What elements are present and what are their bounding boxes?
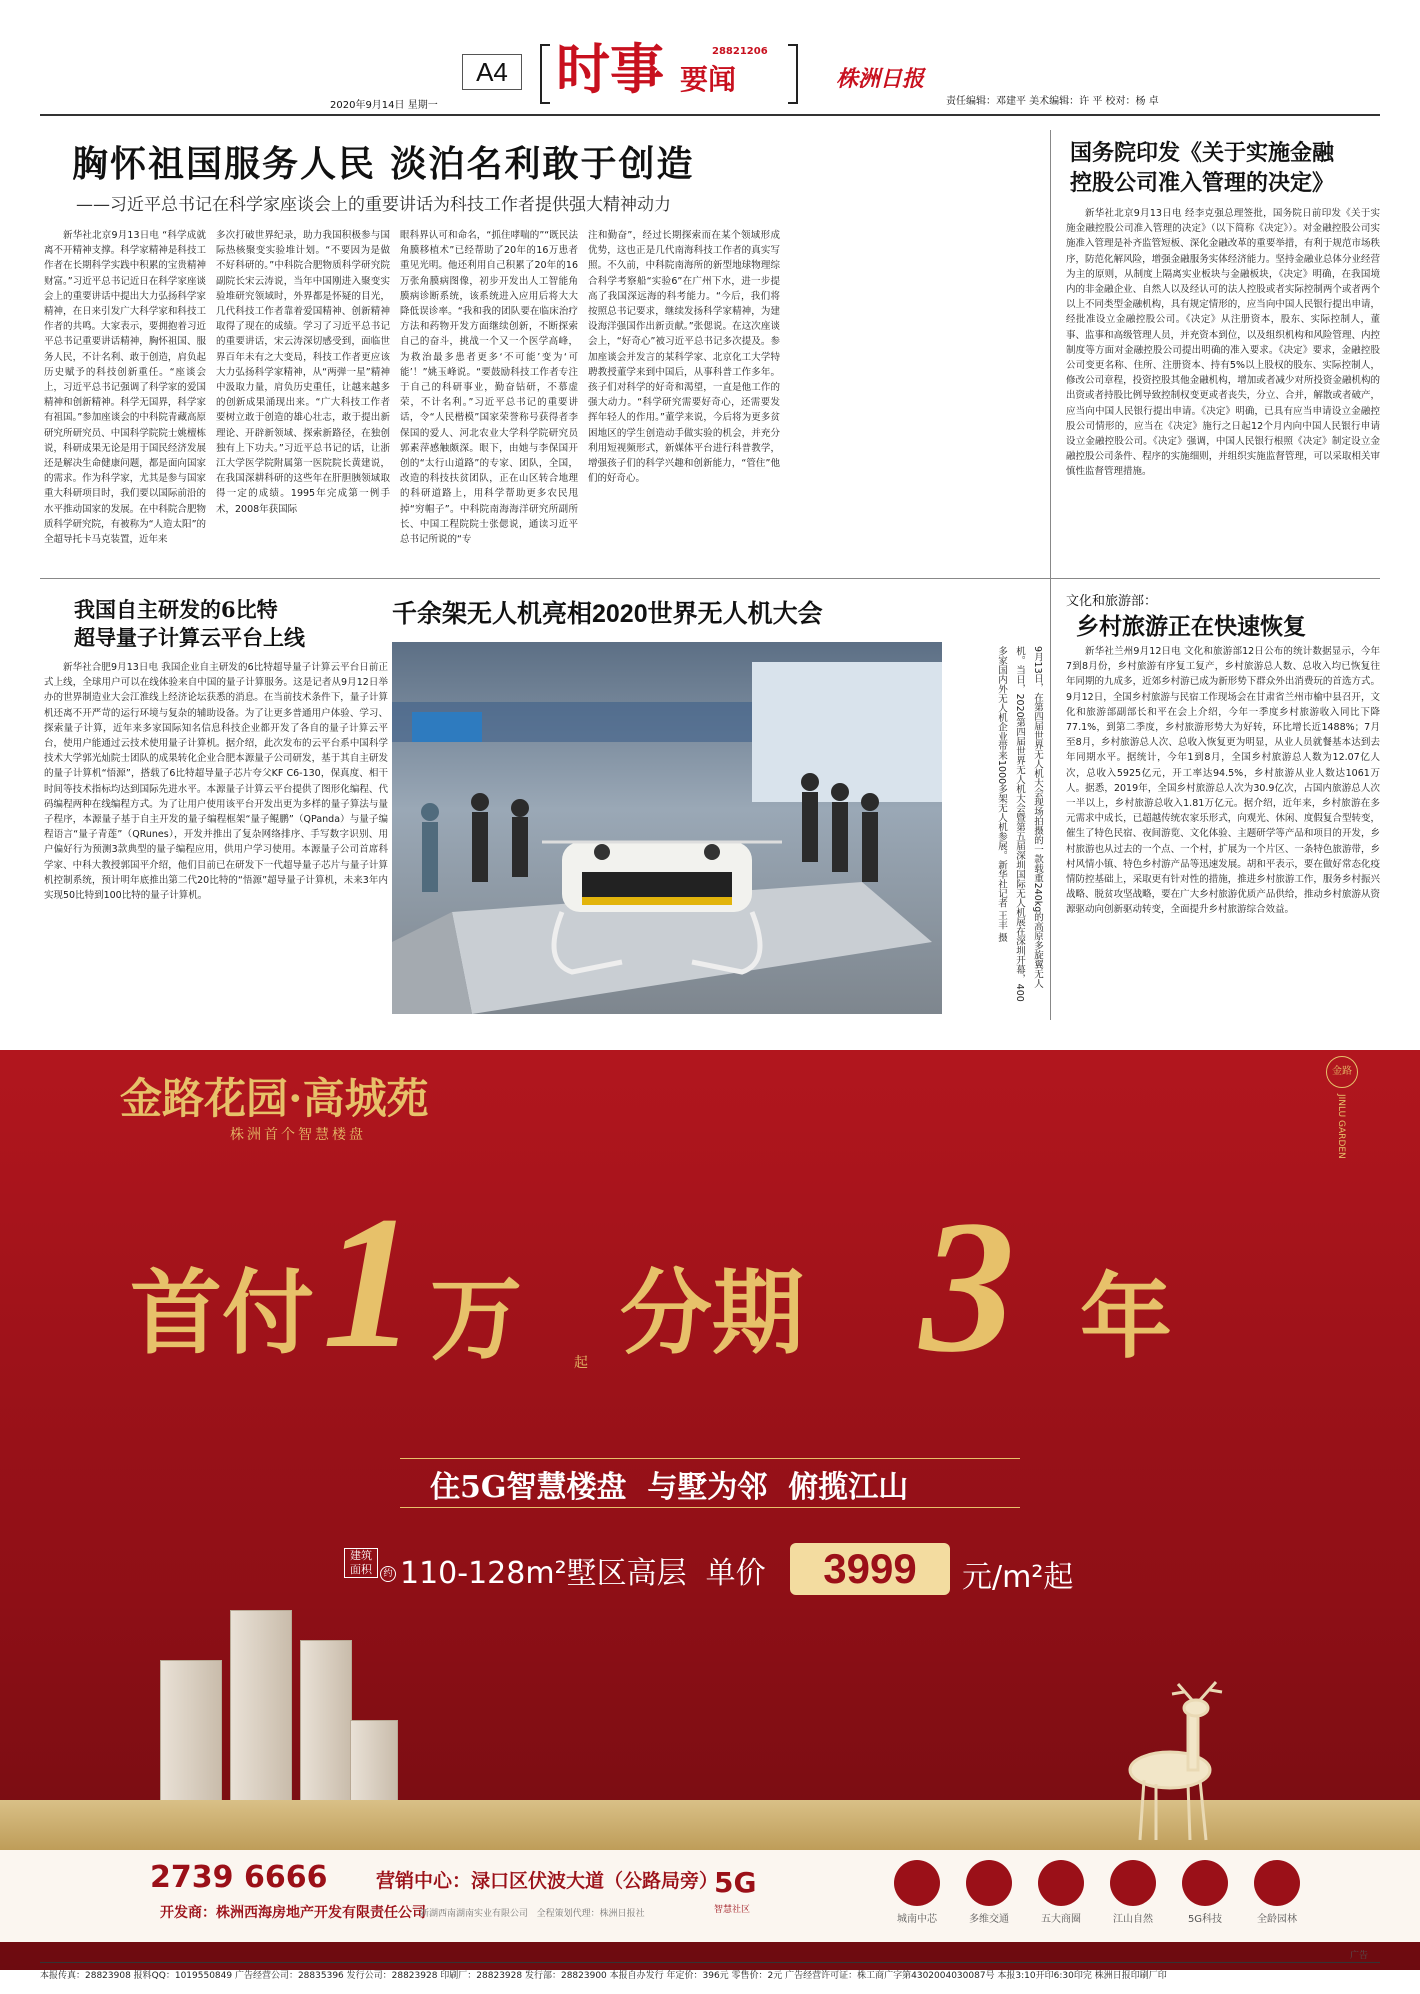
ad-sales-center: 营销中心：渌口区伏波大道（公路局旁） bbox=[376, 1870, 719, 1892]
ad-subslogan: 住5G智慧楼盘 与墅为邻 俯揽江山 bbox=[430, 1470, 909, 1505]
ad-slogan-down: 首付 bbox=[130, 1259, 315, 1367]
lead-column-3: 眼科界认可和命名，“抓住哮喘的”“既民法角膜移植术”已经帮助了20年的16万患者重见光明。他还利用自己积累了20年的16万张角膜病图像，初步开发出人工智能角膜病诊断系统，该系统进入应用后将大大降低误诊率。“我和我的团队要在临床治疗方法和药物开发方面继续创新，不断探索自己的奋斗，挑战一个又一个医学高峰，为救治最多患者更多‘不可能’变为‘可能’！”姚玉峰说。“要鼓励科技工作者专注于自己的科研事业，勤奋钻研，不慕虚荣，不计名利。”习近平总书记的重要讲话，令“人民楷模”国家荣誉称号获得者李保国的爱人、河北农业大学科学院研究员郭素萍感触颇深。眼下，由她与李保国开创的“太行山道路”的专家、团队，全国，改造的科技扶贫团队，正在山区转合地理的科研道路上，用科学帮助更多农民甩掉“穷帽子”。中科院南海海洋研究所副所长、中国工程院院士张偲说，通读习近平总书记所说的“专 bbox=[400, 230, 578, 546]
issue-date: 2020年9月14日 星期一 bbox=[330, 100, 438, 111]
editor-credits: 责任编辑：邓建平 美术编辑：许 平 校对：杨 卓 bbox=[946, 96, 1159, 107]
ad-price-unit: 元/m²起 bbox=[962, 1560, 1074, 1595]
section-subtitle: 要闻 bbox=[680, 65, 737, 96]
city-center-icon bbox=[894, 1860, 940, 1906]
tech-icon bbox=[1182, 1860, 1228, 1906]
ad-area-text: 110-128m²墅区高层 单价 bbox=[400, 1556, 766, 1591]
ad-icon-label: 城南中芯 bbox=[897, 1914, 937, 1925]
shopping-icon bbox=[1038, 1860, 1084, 1906]
ad-5g-badge-sub: 智慧社区 bbox=[714, 1905, 751, 1915]
drone-caption: 9月13日，在第四届世界无人机大会现场拍摄的一款载重240kg的高原多旋翼无人机。当日，2020第四届世界无人机大会暨第五届深圳国际无人机展在深圳开幕，400多家国内外无人机企业带来1000多架无人机参展。新华社记者 王丰 摄 bbox=[996, 646, 1043, 1002]
ad-slogan-installment: 分期 bbox=[620, 1259, 805, 1367]
deer-icon bbox=[1060, 1680, 1260, 1850]
tourism-body: 新华社兰州9月12日电 文化和旅游部12日公布的统计数据显示，今年7到8月份，乡村旅游有序复工复产，乡村旅游总人数、总收入均已恢复往年同期的九成多，近郊乡村游已成为新形势下群众外出消费玩的首选方式。9月12日，全国乡村旅游与民宿工作现场会在甘肃省兰州市榆中县召开，文化和旅游部副部长和平在会上介绍，今年一季度乡村旅游收入同比下降77.1%，到第二季度，乡村旅游形势大为好转，环比增长近1488%；7月至8月，乡村旅游总人次、总收入恢复更为明显，从业人员就餐基本达到去年同期水平。据统计，今年1到8月，全国乡村旅游总人数为12.07亿人次，总收入5925亿元，开工率达94.5%，乡村旅游从业人数达1061万人。据悉，2019年，全国乡村旅游总人次为30.9亿次，占国内旅游总人次一半以上，乡村旅游总收入1.81万亿元。据介绍，近年来，乡村旅游在多元需求中成长，已超越传统农家乐形式，向观光、休闲、度假复合型转变，催生了特色民宿、夜间游览、文化体验、主题研学等产品和项目的开发，乡村旅游也从过去的一个点、一个村，扩展为一个片区、一条特色旅游带，乡村风情小镇、特色乡村游产品等迅速发展。胡和平表示，要在做好常态化疫情防控基础上，采取更有针对性的措施，推进乡村旅游工作，服务乡村振兴战略、脱贫攻坚战略，要在广大乡村旅游优质产品供给，推动乡村旅游从资源驱动向创新驱动转变，全面提升乡村旅游综合效益。 bbox=[1066, 646, 1380, 916]
section-title: 时事 bbox=[556, 40, 664, 100]
right-article-body: 新华社北京9月13日电 经李克强总理签批，国务院日前印发《关于实施金融控股公司准入管理的决定》（以下简称《决定》）。对金融控股公司实施准入管理是补齐监管短板、深化金融改革的重要举措，有利于规范市场秩序，防范化解风险，增强金融服务实体经济能力。坚持金融业总体分业经营为主的原则，从制度上隔离实业板块与金融板块，《决定》明确，在我国境内的非金融企业、自然人以及经认可的法人控股或者实际控制两个或者两个以上不同类型金融机构，具有规定情形的，应当向中国人民银行提出申请，经批准设立金融控股公司。《决定》从注册资本，股东、实际控制人，董事、监事和高级管理人员，并充资本到位，以及组织机构和风险管理、内控制度等方面对金融控股公司提出明确的准入要求。《决定》要求，金融控股公司变更名称、住所、注册资本、持有5%以上股权的股东、实际控制人，修改公司章程，投资控股其他金融机构，增加或者减少对所投资金融机构的出资或者持股比例导致控制权变更或者丧失，分立、合并，解散或者破产，应当向中国人民银行提出申请。《决定》明确，已具有应当申请设立金融控股公司情形的，应当在《决定》施行之日起12个月内向中国人民银行申请设立金融控股公司。《决定》强调，中国人民银行根照《决定》制定设立金融控股公司条件、程序的实施细则，并组织实施监督管理，可以采取相关审慎性监督管理措施。 bbox=[1066, 208, 1380, 478]
ad-icon-label: 5G科技 bbox=[1187, 1914, 1223, 1925]
lead-column-2: 多次打破世界纪录，助力我国积极参与国际热核聚变实验堆计划。“不要因为是做不好科研的。”中科院合肥物质科学研究院副院长宋云涛说，当年中国刚进入聚变实验堆研究领域时，外界都是怀疑的目光，几代科技工作者靠着爱国精神、创新精神取得了现在的成绩。学习了习近平总书记的重要讲话，宋云涛深切感受到，面临世界百年未有之大变局，科技工作者更应该大力弘扬科学家精神，从“两弹一星”精神中汲取力量，肩负历史重任，让越来越多的创新成果涌现出来。“广大科技工作者要树立敢于创造的雄心壮志，敢于提出新理论、开辟新领域、探索新路径，在独创独有上下功夫。”习近平总书记的话，让浙江大学医学院附属第一医院院长黄建说，在我国深耕科研的这些年在肝胆胰领域取得一定的成绩。1995年完成第一例手术，2008年获国际 bbox=[216, 230, 390, 515]
drone-headline: 千余架无人机亮相2020世界无人机大会 bbox=[392, 600, 823, 628]
ad-tagline: 株洲首个智慧楼盘 bbox=[230, 1127, 366, 1143]
quantum-headline-2: 超导量子计算云平台上线 bbox=[74, 625, 305, 650]
ad-icon-label: 多维交通 bbox=[969, 1914, 1009, 1925]
traffic-icon bbox=[966, 1860, 1012, 1906]
ad-slogan-number-2: 3 bbox=[920, 1182, 1015, 1392]
ad-side-logo: 金路 bbox=[1326, 1056, 1358, 1088]
lead-headline: 胸怀祖国服务人民 淡泊名利敢于创造 bbox=[72, 143, 695, 185]
ad-slogan-number: 1 bbox=[322, 1178, 417, 1388]
ad-icon-label: 五大商圈 bbox=[1041, 1914, 1081, 1925]
ad-mark: 广告 bbox=[1350, 1951, 1369, 1961]
page-number: A4 bbox=[462, 54, 522, 90]
ad-partners: 新湖西南湖南实业有限公司 全程策划代理：株洲日报社 bbox=[420, 1909, 645, 1919]
tourism-headline: 乡村旅游正在快速恢复 bbox=[1076, 613, 1306, 640]
hotline-number: 28821206 bbox=[712, 46, 768, 57]
ad-area-mark: 约 bbox=[380, 1566, 396, 1582]
ad-slogan-qi: 起 bbox=[574, 1355, 588, 1371]
ad-phone: 2739 6666 bbox=[150, 1860, 328, 1895]
ad-side-logo-en: JINLU GARDEN bbox=[1336, 1094, 1346, 1159]
tourism-kicker: 文化和旅游部： bbox=[1066, 594, 1158, 609]
ad-price: 3999 bbox=[790, 1543, 950, 1595]
ad-developer: 开发商：株洲西海房地产开发有限责任公司 bbox=[160, 1905, 426, 1921]
quantum-body: 新华社合肥9月13日电 我国企业自主研发的6比特超导量子计算云平台日前正式上线，全球用户可以在线体验来自中国的量子计算服务。这是记者从9月12日举办的世界制造业大会江淮线上经济论坛获悉的消息。在当前技术条件下，量子计算机还离不开严苛的运行环境与复杂的辅助设备。为了让更多普通用户体验、学习、探索量子计算，近年来多家国际知名信息科技企业都开发了各自的量子计算云平台，使用户能通过云技术使用量子计算机。据介绍，此次发布的云平台系中国科学技术大学郭光灿院士团队的成果转化企业合肥本源量子公司研发，基于其自主研发的量子计算机“悟源”，搭载了6比特超导量子芯片夸父KF C6-130，保真度、相干时间等技术指标均达到国际先进水平。本源量子计算云平台提供了图形化编程、代码编程两种在线编程方式。为了让用户使用该平台开发出更为多样的量子算法与量子程序，本源量子基于自主开发的量子编程框架“量子鲲鹏”（QPanda）与量子编程语言“量子青莲”（QRunes），开发并推出了复杂网络排序、手写数字识别、用户偏好行为预测3款典型的量子编程应用，供用户学习使用。本源量子公司首席科学家、中科大教授郭国平介绍，他们目前已在研发下一代超导量子芯片与量子计算机控制系统，预计明年底推出第二代20比特的“悟源”超导量子计算机，未来3年内实现50比特到100比特的量子计算机。 bbox=[44, 662, 388, 902]
lead-column-1: 新华社北京9月13日电 “科学成就离不开精神支撑。科学家精神是科技工作者在长期科学实践中积累的宝贵精神财富。”习近平总书记近日在科学家座谈会上的重要讲话中提出大力弘扬科学家精神，在日来引发广大科学家和科技工作者的共鸣。大家表示，要拥抱着习近平总书记重要讲话精神，胸怀祖国、服务人民，不计名利、敢于创造，肩负起历史赋予的科技创新重任。“座谈会上，习近平总书记强调了科学家的爱国精神和创新精神。科学无国界，科学家有祖国。”参加座谈会的中科院青藏高原研究所研究员、中国科学院院士姚檀栋说，科研成果无论是用于国民经济发展还是解决生命健康问题，都是面向国家的需求。作为科学家，尤其是参与国家重大科研项目时，我们要以国际前沿的水平推动国家的发展。在中科院合肥物质科学研究院，有被称为“人造太阳”的全超导托卡马克装置，近年来 bbox=[44, 230, 206, 546]
quantum-headline-1: 我国自主研发的6比特 bbox=[74, 597, 278, 622]
ad-icon-label: 全龄园林 bbox=[1257, 1914, 1297, 1925]
lead-subhead: ——习近平总书记在科学家座谈会上的重要讲话为科技工作者提供强大精神动力 bbox=[76, 195, 671, 215]
newspaper-logo: 株洲日报 bbox=[836, 66, 925, 91]
ad-slogan-wan: 万 bbox=[430, 1265, 523, 1373]
drone-photo bbox=[392, 642, 942, 1014]
ad-area-label: 建筑面积 bbox=[344, 1548, 378, 1578]
nature-icon bbox=[1110, 1860, 1156, 1906]
ad-slogan-year: 年 bbox=[1080, 1263, 1173, 1371]
right-article-headline-2: 控股公司准入管理的决定》 bbox=[1070, 170, 1335, 196]
garden-icon bbox=[1254, 1860, 1300, 1906]
right-article-headline-1: 国务院印发《关于实施金融 bbox=[1070, 140, 1335, 166]
lead-column-4: 注和勤奋”，经过长期探索而在某个领域形成优势，这也正是几代南海科技工作者的真实写照。不久前，中科院南海所的新型地球物理综合科学考察船“实验6”在广州下水，进一步提高了我国深远海的科考能力。“今后，我们将按照总书记要求，继续发扬科学家精神，为建设海洋强国作出新贡献。”张偲说。在这次座谈会上，“好奇心”被习近平总书记多次提及。参加座谈会并发言的某科学家、北京化工大学特聘教授董学来到中国后，从事科普工作多年。孩子们对科学的好奇和渴望，一直是他工作的强大动力。“科学研究需要好奇心，还需要发挥年轻人的作用。”董学来说，今后将为更多贫困地区的学生创造动手做实验的机会，并充分利用短视频形式，新媒体平台进行科普教学，增强孩子们的科学兴趣和创新能力，“管住”他们的好奇心。 bbox=[588, 230, 780, 485]
ad-5g-badge: 5G bbox=[714, 1866, 757, 1899]
ad-brand: 金路花园·高城苑 bbox=[120, 1074, 429, 1123]
page-footer: 本报传真：28823908 报料QQ：1019550849 广告经营公司：28835396 发行公司：28823928 印刷厂：28823928 发行部：28823900 本报自办发行 年定价：396元 零售价：2元 广告经营许可证：株工商广字第4302004030087号 本报3:10开印6:30印完 株洲日报印刷厂印 bbox=[40, 1971, 1167, 1981]
ad-icon-label: 江山自然 bbox=[1113, 1914, 1153, 1925]
